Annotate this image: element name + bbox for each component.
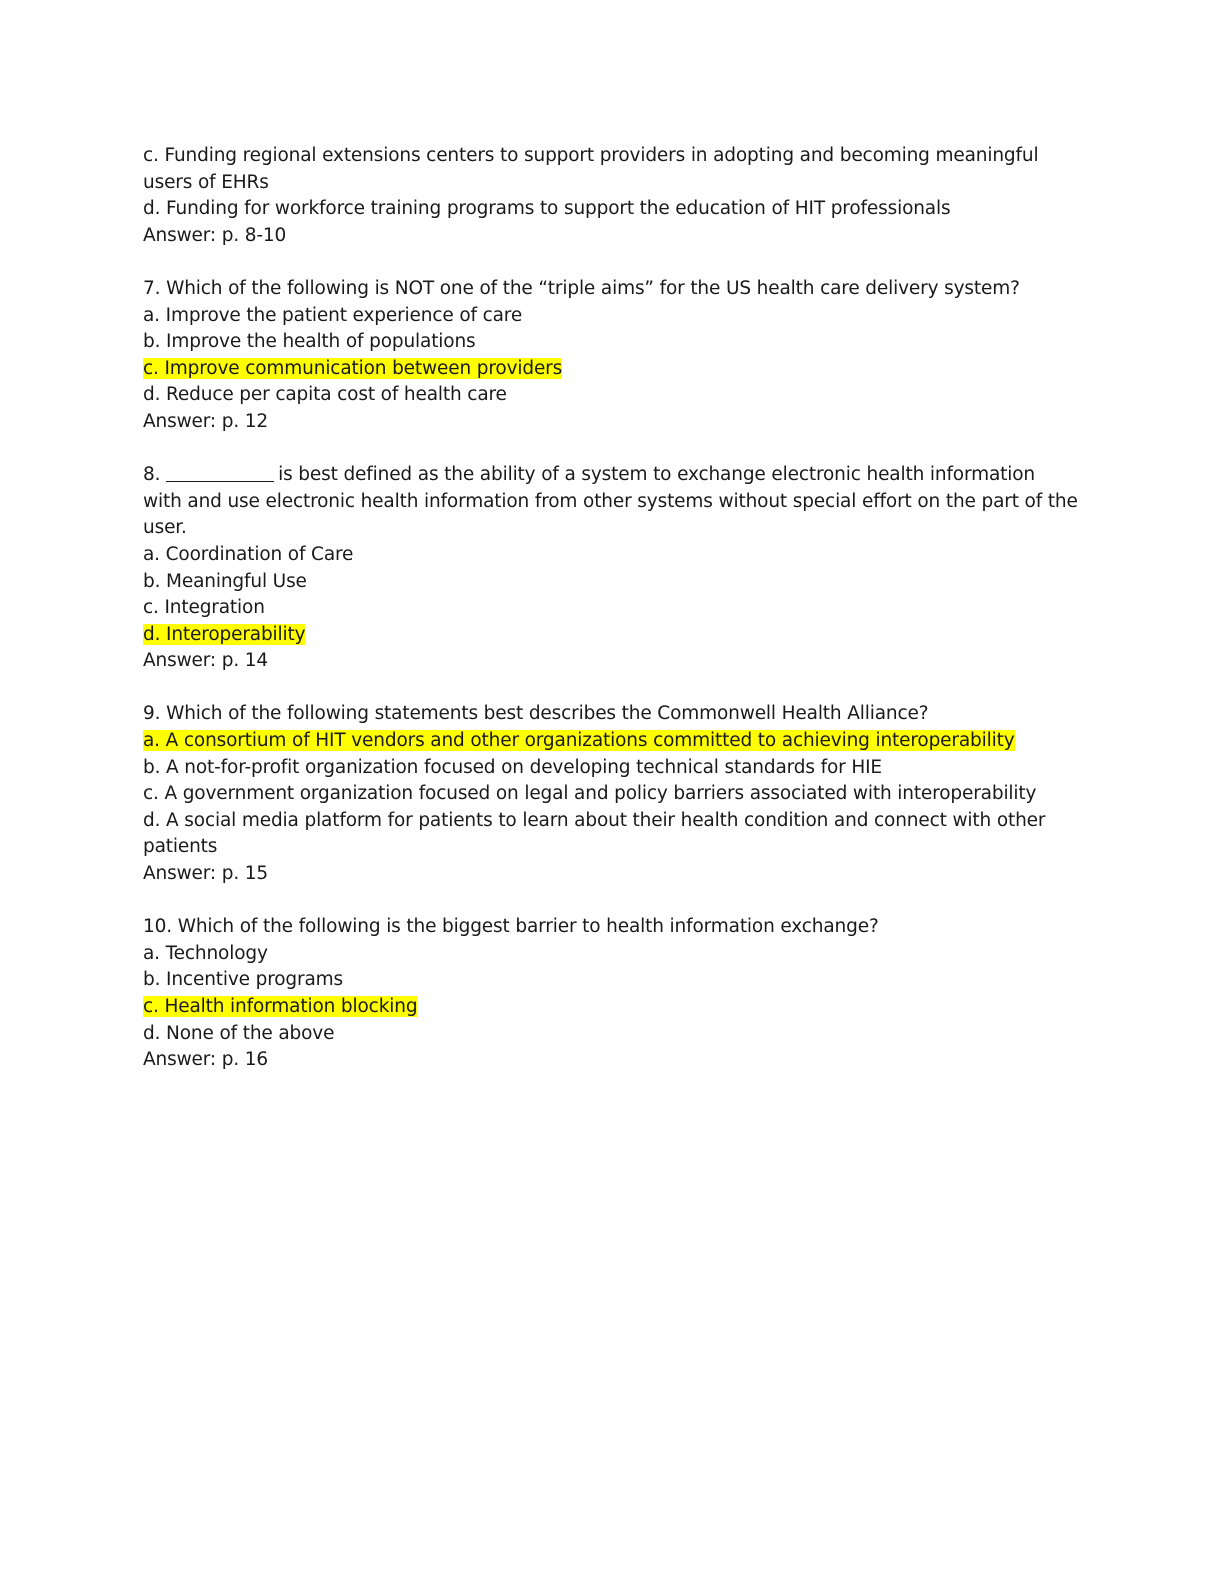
spacer [143, 888, 1078, 915]
q10-option-d: d. None of the above [143, 1022, 335, 1044]
q9-option-d: d. A social media platform for patients to learn about their health condition and connect with other patients [143, 809, 1052, 858]
q8-option-b: b. Meaningful Use [143, 570, 307, 592]
spacer [143, 675, 1078, 702]
q9-option-a-highlighted: a. A consortium of HIT vendors and other organizations committed to achieving interoperability [143, 730, 1015, 752]
q10-answer: Answer: p. 16 [143, 1049, 269, 1071]
q9-option-b: b. A not-for-profit organization focused on developing technical standards for HIE [143, 756, 882, 778]
question-9 [143, 701, 1078, 887]
q7-option-d: d. Reduce per capita cost of health care [143, 384, 507, 406]
q8-question-text: is best defined as the ability of a system to exchange electronic health information with and use electronic health information from other systems without special effort on the part of the user. [143, 464, 1084, 539]
q8-option-d-highlighted: d. Interoperability [143, 623, 306, 645]
question-7 [143, 276, 1078, 436]
q9-answer: Answer: p. 15 [143, 863, 269, 885]
q10-question: 10. Which of the following is the biggest barrier to health information exchange? [143, 916, 879, 938]
q6-option-d: d. Funding for workforce training programs to support the education of HIT professionals [143, 198, 951, 220]
q7-question: 7. Which of the following is NOT one of the “triple aims” for the US health care delivery system? [143, 277, 1020, 299]
q7-option-b: b. Improve the health of populations [143, 331, 476, 353]
q10-option-b: b. Incentive programs [143, 969, 344, 991]
spacer [143, 249, 1078, 276]
question-10 [143, 914, 1078, 1074]
document-body [143, 143, 1084, 1074]
q7-option-c-highlighted: c. Improve communication between providers [143, 357, 563, 379]
q8-number: 8. [143, 464, 161, 486]
q8-option-a: a. Coordination of Care [143, 543, 354, 565]
q9-question: 9. Which of the following statements best describes the Commonwell Health Alliance? [143, 703, 929, 725]
fill-in-blank [166, 463, 274, 482]
spacer [143, 436, 1078, 463]
q8-option-c: c. Integration [143, 597, 265, 619]
q7-option-a: a. Improve the patient experience of care [143, 304, 523, 326]
q8-question [143, 462, 1084, 542]
q6-answer: Answer: p. 8-10 [143, 224, 287, 246]
q8-answer: Answer: p. 14 [143, 650, 269, 672]
q10-option-c-highlighted: c. Health information blocking [143, 996, 418, 1017]
q7-answer: Answer: p. 12 [143, 410, 269, 432]
question-8 [143, 462, 1084, 675]
q9-option-c: c. A government organization focused on legal and policy barriers associated with interoperability [143, 783, 1037, 805]
q6-option-c: c. Funding regional extensions centers to support providers in adopting and becoming meaningful users of EHRs [143, 145, 1045, 193]
question-6-continued [143, 143, 1078, 249]
q10-option-a: a. Technology [143, 942, 268, 964]
